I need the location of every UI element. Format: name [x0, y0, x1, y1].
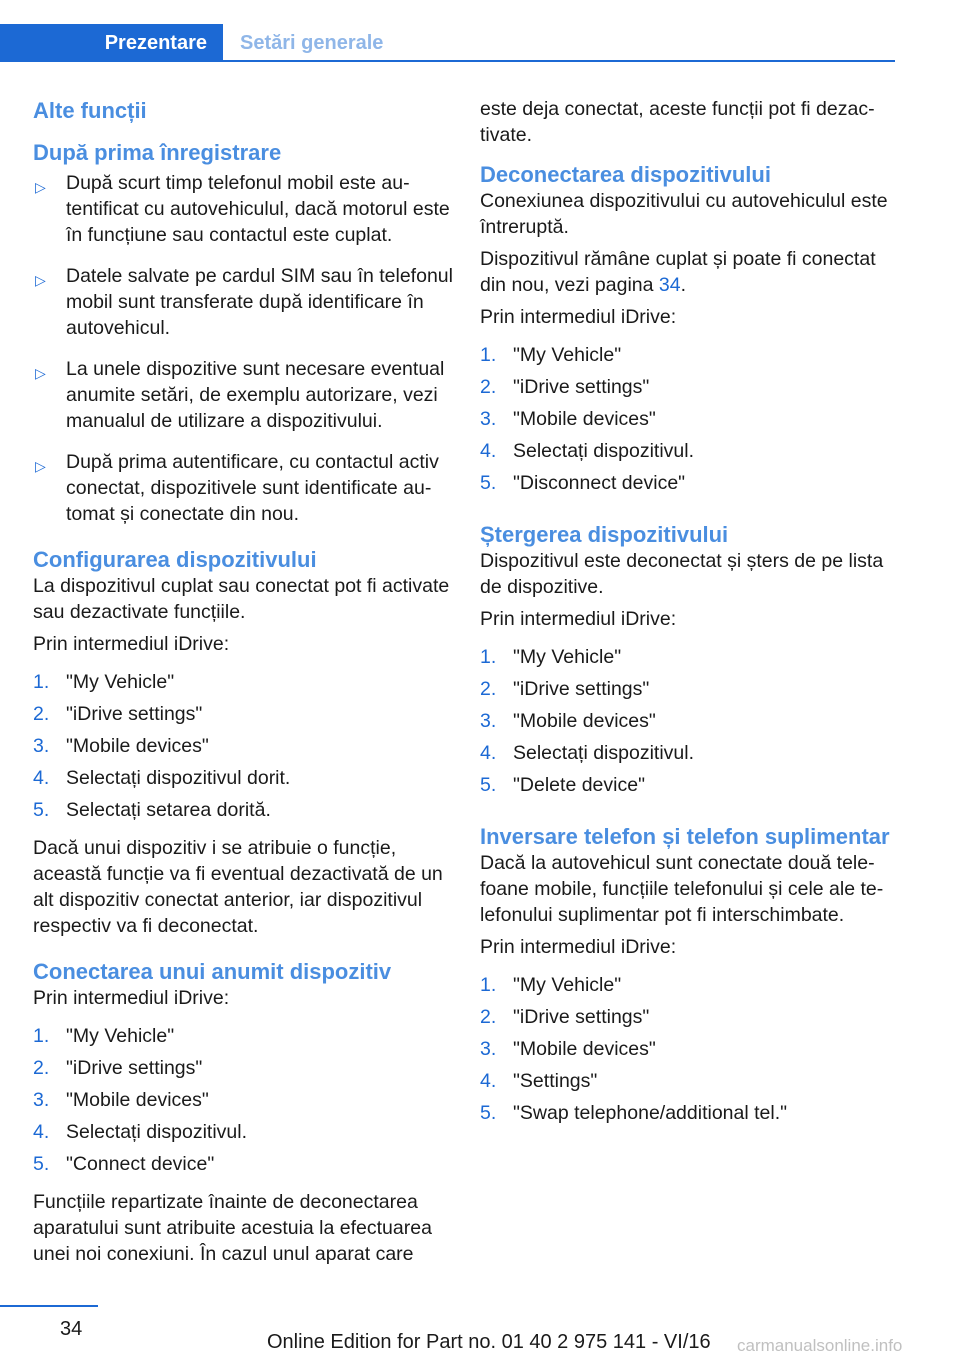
step-item: 1. "My Vehicle" — [480, 344, 622, 366]
step-item: 5. "Disconnect device" — [480, 472, 686, 494]
paragraph: La dispozitivul cuplat sau conectat pot fi activate sau dezactivate funcțiile. — [33, 575, 450, 623]
heading-connect-device: Conectarea unui anumit dispozitiv — [33, 959, 392, 984]
step-item: 5. "Connect device" — [33, 1153, 215, 1175]
triangle-bullet-icon: ▷ — [35, 179, 46, 195]
step-item: 1. "My Vehicle" — [33, 671, 175, 693]
triangle-bullet-icon: ▷ — [35, 365, 46, 381]
steps-list — [33, 1023, 453, 1183]
edition-text: Online Edition for Part no. 01 40 2 975 141 - VI/16 — [267, 1331, 711, 1353]
heading-delete-device: Ștergerea dispozitivului — [480, 522, 729, 547]
steps-list — [480, 972, 900, 1132]
header-rule — [0, 60, 895, 62]
step-item: 5. "Delete device" — [480, 774, 645, 796]
paragraph: Dacă unui dispozitiv i se atribuie o funcție, această funcție va fi eventual dezactivată de un alt dispozitiv conectat anterior, iar dispozitivul respectiv va fi deconectat. — [33, 837, 443, 937]
paragraph: Dispozitivul rămâne cuplat și poate fi conectat din nou, vezi pagina 34. — [480, 248, 876, 296]
tab-setari-generale[interactable]: Setări generale — [240, 31, 384, 54]
step-item: 5. "Swap telephone/additional tel." — [480, 1102, 788, 1124]
steps-list — [33, 669, 453, 829]
heading-device-configuration: Configurarea dispozitivului — [33, 547, 317, 572]
step-item: 4. Selectați dispozitivul. — [480, 440, 695, 462]
step-item: 1. "My Vehicle" — [480, 646, 622, 668]
heading-after-first-registration: După prima înregistrare — [33, 140, 282, 165]
section-title: Alte funcții — [33, 98, 147, 123]
step-item: 2. "iDrive settings" — [480, 1006, 650, 1028]
step-item: 4. Selectați dispozitivul. — [33, 1121, 248, 1143]
paragraph: Prin intermediul iDrive: — [480, 608, 677, 630]
step-item: 2. "iDrive settings" — [33, 703, 203, 725]
paragraph: Dacă la autovehicul sunt conectate două telefoane mobile, funcțiile telefonului și cele ale telefonului suplimentar pot fi interschimbate. — [480, 852, 884, 926]
step-item: 1. "My Vehicle" — [480, 974, 622, 996]
steps-list — [480, 342, 900, 502]
step-item: 3. "Mobile devices" — [480, 1038, 656, 1060]
paragraph: Prin intermediul iDrive: — [480, 306, 677, 328]
paragraph: Dispozitivul este deconectat și șters de pe lista de dispozitive. — [480, 550, 884, 598]
triangle-bullet-icon: ▷ — [35, 458, 46, 474]
step-item: 4. "Settings" — [480, 1070, 598, 1092]
step-item: 3. "Mobile devices" — [480, 408, 656, 430]
bullet-list — [33, 170, 453, 527]
list-item: ▷ După prima autentificare, cu contactul activ conectat, dispozitivele sunt identificate automat și conectate din nou. — [35, 451, 439, 525]
header-tabbar — [0, 24, 895, 62]
step-item: 4. Selectați dispozitivul. — [480, 742, 695, 764]
step-item: 2. "iDrive settings" — [480, 678, 650, 700]
step-item: 1. "My Vehicle" — [33, 1025, 175, 1047]
paragraph: Funcțiile repartizate înainte de deconectarea aparatului sunt atribuite acestuia la efectuarea unei noi conexiuni. În cazul unul aparat care — [33, 1191, 432, 1265]
step-item: 4. Selectați dispozitivul dorit. — [33, 767, 291, 789]
list-item: ▷ După scurt timp telefonul mobil este autentificat cu autovehiculul, dacă motorul este în funcțiune sau contactul este cuplat. — [35, 172, 450, 246]
step-item: 5. Selectați setarea dorită. — [33, 799, 271, 821]
step-item: 3. "Mobile devices" — [33, 735, 209, 757]
watermark: carmanualsonline.info — [737, 1336, 903, 1355]
heading-disconnect-device: Deconectarea dispozitivului — [480, 162, 771, 187]
list-item: ▷ La unele dispozitive sunt necesare eventual anumite setări, de exemplu autorizare, vezi manualul de utilizare a dispozitivului. — [35, 358, 445, 432]
paragraph: este deja conectat, aceste funcții pot fi dezactivate. — [480, 98, 875, 146]
step-item: 3. "Mobile devices" — [480, 710, 656, 732]
paragraph: Prin intermediul iDrive: — [33, 633, 230, 655]
steps-list — [480, 644, 900, 804]
paragraph: Conexiunea dispozitivului cu autovehiculul este întreruptă. — [480, 190, 888, 238]
paragraph: Prin intermediul iDrive: — [33, 987, 230, 1009]
page-number: 34 — [60, 1318, 83, 1340]
step-item: 2. "iDrive settings" — [480, 376, 650, 398]
right-column — [480, 96, 900, 1138]
footer-rule — [0, 1305, 98, 1307]
left-column — [33, 96, 453, 1273]
heading-swap-telephone: Inversare telefon și telefon suplimentar — [480, 824, 890, 849]
step-item: 3. "Mobile devices" — [33, 1089, 209, 1111]
triangle-bullet-icon: ▷ — [35, 272, 46, 288]
tab-prezentare[interactable]: Prezentare — [0, 24, 223, 62]
page-link[interactable]: 34 — [658, 274, 681, 296]
paragraph: Prin intermediul iDrive: — [480, 936, 677, 958]
step-item: 2. "iDrive settings" — [33, 1057, 203, 1079]
list-item: ▷ Datele salvate pe cardul SIM sau în telefonul mobil sunt transferate după identificare în autovehicul. — [35, 265, 453, 339]
